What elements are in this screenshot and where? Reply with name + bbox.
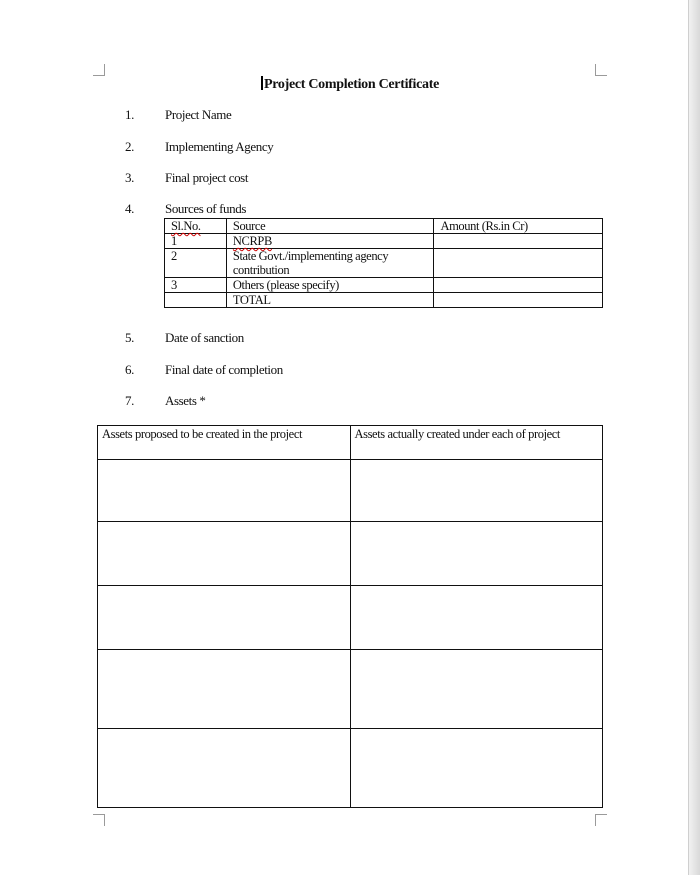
list-item-label: Date of sanction <box>165 330 244 345</box>
assets-cell-proposed[interactable] <box>98 522 351 586</box>
funds-cell-source[interactable] <box>226 234 434 249</box>
margin-corner-bottom-right <box>595 814 607 826</box>
table-row <box>98 522 603 586</box>
document-title: Project Completion Certificate <box>264 77 439 92</box>
funds-cell-slno[interactable] <box>165 293 227 308</box>
assets-table <box>97 425 603 808</box>
funds-cell-amount[interactable] <box>434 278 603 293</box>
assets-cell-proposed[interactable] <box>98 586 351 650</box>
list-item-label: Project Name <box>165 107 232 122</box>
assets-cell-actual[interactable] <box>350 460 603 522</box>
page-edge <box>688 0 700 875</box>
table-row <box>98 460 603 522</box>
list-item-number: 7. <box>125 393 134 408</box>
list-item-number: 5. <box>125 330 134 345</box>
document-title-line[interactable] <box>0 76 700 93</box>
list-item-label: Final date of completion <box>165 362 283 377</box>
assets-table-header-row <box>98 426 603 460</box>
list-item-label: Final project cost <box>165 170 249 185</box>
text-cursor <box>261 76 263 90</box>
margin-corner-top-left <box>93 64 105 76</box>
table-row <box>165 234 603 249</box>
funds-table <box>164 218 603 308</box>
list-item-number: 2. <box>125 139 134 154</box>
assets-cell-actual[interactable] <box>350 729 603 808</box>
funds-header-source[interactable]: Source <box>226 219 434 234</box>
assets-header-actual[interactable]: Assets actually created under each of project <box>350 426 603 460</box>
funds-cell-amount[interactable] <box>434 249 603 278</box>
list-item-label: Implementing Agency <box>165 139 274 154</box>
assets-cell-actual[interactable] <box>350 522 603 586</box>
funds-cell-slno[interactable]: 3 <box>165 278 227 293</box>
table-row <box>98 650 603 729</box>
list-item-number: 1. <box>125 107 134 122</box>
assets-cell-proposed[interactable] <box>98 729 351 808</box>
funds-cell-amount[interactable] <box>434 234 603 249</box>
funds-cell-source[interactable]: Others (please specify) <box>226 278 434 293</box>
list-item-label: Assets * <box>165 393 206 408</box>
list-item-number: 3. <box>125 170 134 185</box>
list-item-number: 4. <box>125 201 134 216</box>
assets-cell-actual[interactable] <box>350 586 603 650</box>
funds-header-slno-text: Sl.No. <box>171 219 201 233</box>
assets-header-proposed[interactable]: Assets proposed to be created in the project <box>98 426 351 460</box>
table-row <box>98 729 603 808</box>
funds-cell-slno[interactable]: 1 <box>165 234 227 249</box>
margin-corner-bottom-left <box>93 814 105 826</box>
funds-cell-slno[interactable]: 2 <box>165 249 227 278</box>
funds-cell-source-text: NCRPB <box>232 234 272 248</box>
funds-table-header-row <box>165 219 603 234</box>
table-row <box>165 293 603 308</box>
assets-cell-proposed[interactable] <box>98 650 351 729</box>
margin-corner-top-right <box>595 64 607 76</box>
funds-cell-amount[interactable] <box>434 293 603 308</box>
table-row <box>165 278 603 293</box>
table-row <box>98 586 603 650</box>
assets-cell-actual[interactable] <box>350 650 603 729</box>
list-item-label: Sources of funds <box>165 201 246 216</box>
table-row <box>165 249 603 278</box>
assets-cell-proposed[interactable] <box>98 460 351 522</box>
funds-header-amount[interactable]: Amount (Rs.in Cr) <box>434 219 603 234</box>
funds-header-slno[interactable] <box>165 219 227 234</box>
funds-cell-source[interactable]: TOTAL <box>226 293 434 308</box>
funds-cell-source[interactable]: State Govt./implementing agency contribution <box>226 249 434 278</box>
list-item-number: 6. <box>125 362 134 377</box>
